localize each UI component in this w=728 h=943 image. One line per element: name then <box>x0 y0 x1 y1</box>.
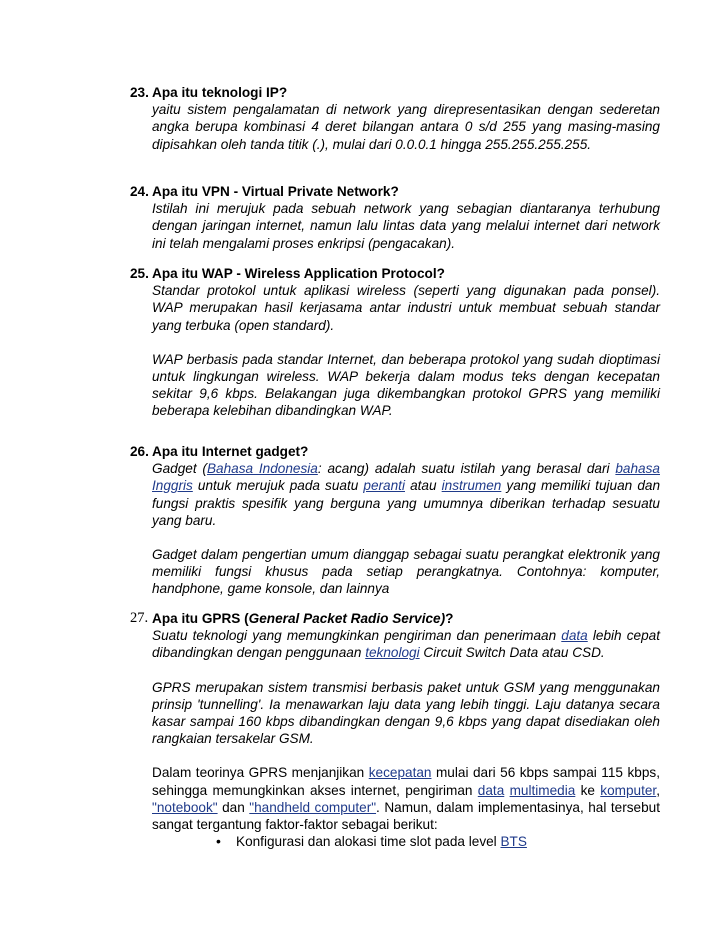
question-heading: Apa itu WAP - Wireless Application Protocol? <box>152 266 445 281</box>
faq-item-25 <box>130 265 660 420</box>
answer-paragraph: GPRS merupakan sistem transmisi berbasis paket untuk GSM yang menggunakan prinsip 'tunnelling'. Ia menawarkan laju data yang lebih tinggi. Laju datanya secara kasar sampai 160 kbps dibandingkan dengan 9,6 kbps yang dapat disediakan oleh rangkaian tersakelar GSM. <box>152 679 660 747</box>
bullet-icon: • <box>216 833 221 850</box>
link-multimedia[interactable]: multimedia <box>509 782 576 798</box>
link-kecepatan[interactable]: kecepatan <box>368 765 432 781</box>
faq-item-27 <box>130 610 660 850</box>
faq-item-26 <box>130 443 660 598</box>
question-heading: Apa itu VPN - Virtual Private Network? <box>152 184 399 199</box>
link-peranti[interactable]: peranti <box>363 478 405 494</box>
link-handheld-computer[interactable]: "handheld computer" <box>249 799 377 815</box>
link-bahasa-inggris[interactable]: bahasa Inggris <box>152 461 660 494</box>
answer-paragraph: WAP berbasis pada standar Internet, dan beberapa protokol yang sudah dioptimasi untuk lingkungan wireless. WAP bekerja dalam modus teks dengan kecepatan sekitar 9,6 kbps. Belakangan juga dikembangkan protokol GPRS yang memiliki beberapa kelebihan dibandingkan WAP. <box>152 351 660 419</box>
link-data[interactable]: data <box>561 628 588 644</box>
answer-paragraph: Istilah ini merujuk pada sebuah network yang sebagian diantaranya terhubung dengan jaringan internet, namun lalu lintas data yang melalui internet dari network ini telah mengalami proses enkripsi (pengacakan). <box>152 201 660 251</box>
faq-item-23 <box>130 84 660 153</box>
answer-paragraph: yaitu sistem pengalamatan di network yang direpresentasikan dengan sederetan angka berupa kombinasi 4 deret bilangan antara 0 s/d 255 yang masing-masing dipisahkan oleh tanda titik (.), mulai dari 0.0.0.1 hingga 255.255.255.255. <box>152 102 660 152</box>
answer-paragraph: Dalam teorinya GPRS menjanjikan kecepatan mulai dari 56 kbps sampai 115 kbps, sehingga memungkinkan akses internet, pengiriman data multimedia ke komputer, "notebook" dan "handheld computer". Namun, dalam implementasinya, hal tersebut sangat tergantung faktor-faktor sebagai berikut: <box>152 765 660 833</box>
item-number: 25. <box>130 266 149 281</box>
item-number: 24. <box>130 184 149 199</box>
link-teknologi[interactable]: teknologi <box>365 645 420 661</box>
answer-paragraph: Gadget (Bahasa Indonesia: acang) adalah suatu istilah yang berasal dari bahasa Inggris untuk merujuk pada suatu peranti atau instrumen yang memiliki tujuan dan fungsi praktis spesifik yang berguna yang umumnya diberikan terhadap sesuatu yang baru. <box>152 461 660 528</box>
question-heading: Apa itu teknologi IP? <box>152 85 288 100</box>
answer-paragraph: Suatu teknologi yang memungkinkan pengiriman dan penerimaan data lebih cepat dibandingkan dengan penggunaan teknologi Circuit Switch Data atau CSD. <box>152 628 660 661</box>
item-number: 23. <box>130 85 149 100</box>
question-heading: Apa itu Internet gadget? <box>152 444 309 459</box>
link-bahasa-indonesia[interactable]: Bahasa Indonesia <box>206 461 318 477</box>
answer-paragraph: Standar protokol untuk aplikasi wireless (seperti yang digunakan pada ponsel). WAP merupakan hasil kerjasama antar industri untuk membuat sebuah standar yang terbuka (open standard). <box>152 283 660 333</box>
link-notebook[interactable]: "notebook" <box>152 799 218 815</box>
link-bts[interactable]: BTS <box>500 834 527 850</box>
link-komputer[interactable]: komputer <box>600 782 657 798</box>
item-number: 26. <box>130 444 149 459</box>
link-instrumen[interactable]: instrumen <box>441 478 502 494</box>
list-item: • Konfigurasi dan alokasi time slot pada level BTS <box>216 833 527 850</box>
question-heading: Apa itu GPRS (General Packet Radio Service)? <box>152 611 454 626</box>
faq-item-24 <box>130 183 660 252</box>
link-data[interactable]: data <box>477 782 505 798</box>
item-number: 27. <box>130 610 149 626</box>
answer-paragraph: Gadget dalam pengertian umum dianggap sebagai suatu perangkat elektronik yang memiliki fungsi khusus pada setiap perangkatnya. Contohnya: komputer, handphone, game konsole, dan lainnya <box>152 547 660 597</box>
